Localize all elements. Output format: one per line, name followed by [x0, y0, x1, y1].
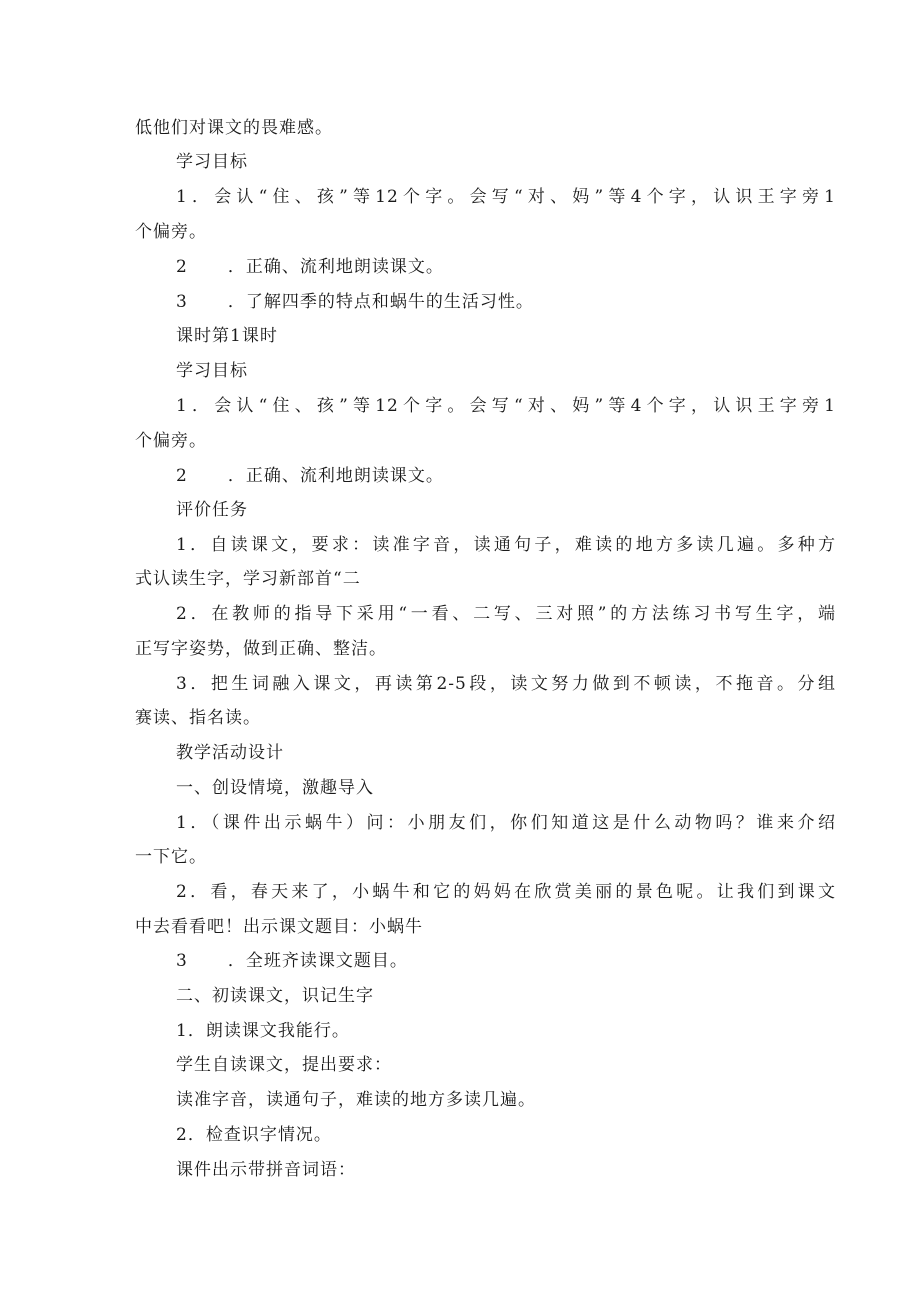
list-item: [176, 951, 836, 971]
list-item: [176, 292, 836, 312]
list-text: ．正确、流利地朗读课文。: [227, 466, 444, 486]
list-text: ．了解四季的特点和蜗牛的生活习性。: [227, 292, 534, 312]
paragraph-line: 个偏旁。: [135, 431, 207, 451]
list-text: ．全班齐读课文题目。: [227, 951, 408, 971]
paragraph-line: 个偏旁。: [135, 222, 207, 242]
list-number: 2: [176, 466, 188, 486]
section-heading: 学习目标: [176, 152, 248, 172]
paragraph-line: 赛读、指名读。: [135, 708, 261, 728]
paragraph-line: 读准字音，读通句子，难读的地方多读几遍。: [176, 1090, 536, 1110]
paragraph-line: 式认读生字，学习新部首“二: [135, 569, 361, 589]
paragraph-line: 正写字姿势，做到正确、整洁。: [135, 639, 387, 659]
paragraph-line: 课件出示带拼音词语：: [176, 1160, 356, 1180]
paragraph-line: 1．会认“住、孩”等12个字。会写“对、妈”等4个字，认识王字旁1: [176, 187, 836, 207]
paragraph-line: 2．检查识字情况。: [176, 1125, 332, 1145]
section-heading: 评价任务: [176, 500, 248, 520]
section-heading: 学习目标: [176, 361, 248, 381]
paragraph-line: 低他们对课文的畏难感。: [135, 118, 333, 138]
paragraph-line: 学生自读课文，提出要求：: [176, 1055, 392, 1075]
list-text: ．正确、流利地朗读课文。: [227, 257, 444, 277]
paragraph-line: 1．会认“住、孩”等12个字。会写“对、妈”等4个字，认识王字旁1: [176, 396, 836, 416]
list-item: [176, 257, 836, 277]
list-item: [176, 466, 836, 486]
paragraph-line: 3．把生词融入课文，再读第2-5段，读文努力做到不顿读，不拖音。分组: [176, 674, 836, 694]
paragraph-line: 1．自读课文，要求：读准字音，读通句子，难读的地方多读几遍。多种方: [176, 535, 836, 555]
list-number: 3: [176, 951, 188, 971]
paragraph-line: 中去看看吧！出示课文题目：小蜗牛: [135, 917, 423, 937]
paragraph-line: 一下它。: [135, 847, 207, 867]
list-number: 2: [176, 257, 188, 277]
section-heading: 教学活动设计: [176, 743, 284, 763]
section-heading: 二、初读课文，识记生字: [176, 986, 374, 1006]
paragraph-line: 1．（课件出示蜗牛）问：小朋友们，你们知道这是什么动物吗？谁来介绍: [176, 813, 836, 833]
paragraph-line: 1．朗读课文我能行。: [176, 1021, 350, 1041]
paragraph-line: 2．看，春天来了，小蜗牛和它的妈妈在欣赏美丽的景色呢。让我们到课文: [176, 882, 836, 902]
section-heading: 一、创设情境，激趣导入: [176, 778, 374, 798]
list-number: 3: [176, 292, 188, 312]
paragraph-line: 2．在教师的指导下采用“一看、二写、三对照”的方法练习书写生字，端: [176, 604, 836, 624]
section-heading: 课时第1课时: [176, 326, 278, 346]
